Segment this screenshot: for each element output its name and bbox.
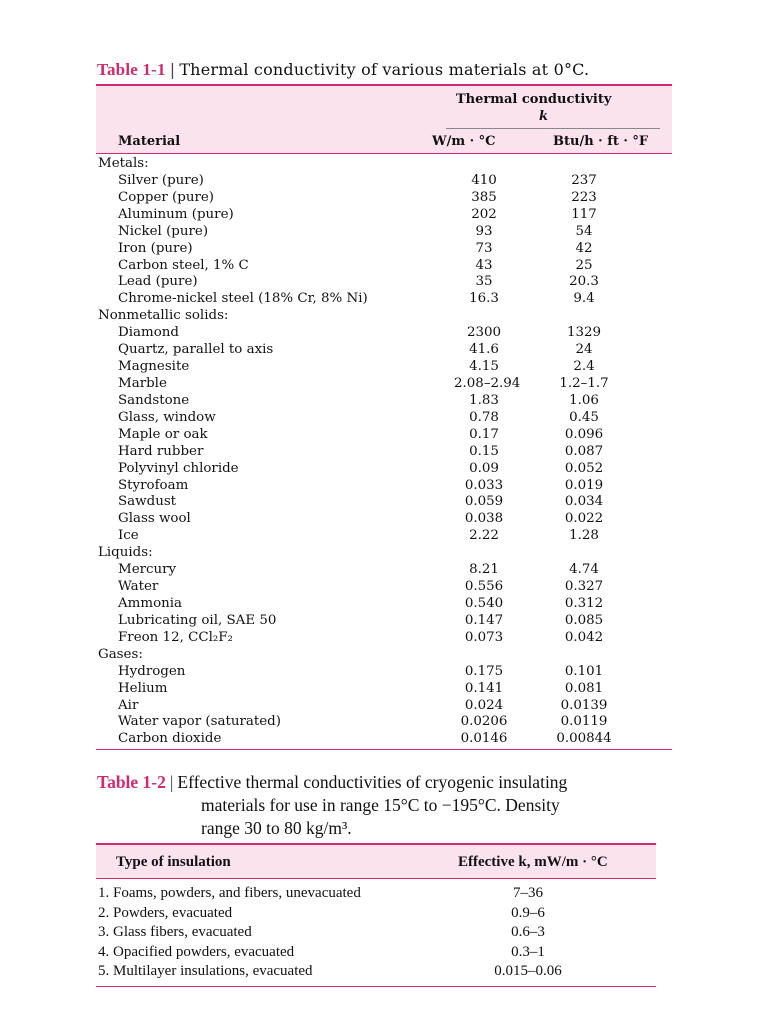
table-row [96, 884, 656, 904]
material-name: Air [118, 697, 139, 713]
value-english: 0.081 [564, 680, 604, 696]
value-si: 0.059 [464, 494, 504, 510]
table1-body [96, 156, 672, 748]
effective-k-value: 0.6–3 [511, 924, 545, 941]
material-name: Helium [118, 680, 168, 696]
value-si: 73 [475, 240, 493, 256]
insulation-type: 2. Powders, evacuated [98, 904, 233, 921]
value-english: 0.101 [564, 663, 604, 679]
value-si: 8.21 [469, 562, 499, 578]
material-name: Sandstone [118, 392, 190, 408]
table-row [96, 630, 672, 647]
value-si: 0.78 [469, 409, 499, 425]
material-name: Polyvinyl chloride [118, 460, 239, 476]
header-material: Material [118, 134, 181, 149]
table-row [96, 681, 672, 698]
value-english: 0.312 [564, 595, 604, 611]
value-english: 1329 [566, 325, 602, 341]
table-row [96, 962, 656, 982]
table-row [96, 207, 672, 224]
value-si: 35 [475, 274, 493, 290]
table2-caption-line-3: range 30 to 80 kg/m³. [201, 818, 352, 838]
material-name: Glass, window [118, 409, 216, 425]
value-si: 0.175 [464, 663, 504, 679]
table-row [96, 190, 672, 207]
table-row [96, 342, 672, 359]
value-si: 41.6 [469, 342, 499, 358]
material-name: Styrofoam [118, 477, 189, 493]
table-row [96, 731, 672, 748]
table-row [96, 444, 672, 461]
table-row [96, 224, 672, 241]
value-si: 0.141 [464, 680, 504, 696]
value-si: 0.09 [469, 460, 499, 476]
table2-body [96, 884, 656, 982]
value-english: 117 [571, 206, 597, 222]
category-label: Nonmetallic solids: [98, 308, 229, 324]
table-row [96, 596, 672, 613]
material-name: Magnesite [118, 359, 190, 375]
value-si: 0.147 [464, 612, 504, 628]
table-row [96, 478, 672, 495]
header-english-units: Btu/h · ft · °F [553, 134, 649, 149]
value-english: 54 [575, 223, 593, 239]
insulation-type: 4. Opacified powders, evacuated [98, 943, 295, 960]
value-si: 2.08–2.94 [454, 375, 521, 391]
value-english: 4.74 [569, 562, 599, 578]
table2-bottom-rule [96, 986, 656, 987]
material-name: Water vapor (saturated) [118, 714, 281, 730]
category-label: Gases: [98, 646, 143, 662]
value-si: 4.15 [469, 359, 499, 375]
table-row [96, 923, 656, 943]
table2-separator: | [169, 772, 174, 792]
material-name: Aluminum (pure) [118, 206, 234, 222]
insulation-type: 3. Glass fibers, evacuated [98, 924, 252, 941]
material-name: Lead (pure) [118, 274, 198, 290]
value-si: 0.038 [464, 511, 504, 527]
effective-k-value: 0.9–6 [511, 904, 545, 921]
value-english: 0.085 [564, 612, 604, 628]
value-si: 0.024 [464, 697, 504, 713]
material-name: Chrome-nickel steel (18% Cr, 8% Ni) [118, 291, 368, 307]
category-label: Liquids: [98, 545, 153, 561]
value-si: 410 [471, 172, 497, 188]
value-english: 0.00844 [556, 731, 612, 747]
value-english: 0.022 [564, 511, 604, 527]
header-group-rule [446, 128, 660, 129]
effective-k-value: 0.015–0.06 [494, 963, 562, 980]
table-row [96, 579, 672, 596]
value-english: 0.327 [564, 579, 604, 595]
table-row [96, 359, 672, 376]
material-name: Quartz, parallel to axis [118, 342, 274, 358]
material-name: Nickel (pure) [118, 223, 209, 239]
value-english: 0.042 [564, 629, 604, 645]
value-si: 0.0146 [460, 731, 508, 747]
table-row [96, 461, 672, 478]
material-name: Hydrogen [118, 663, 186, 679]
category-label: Metals: [98, 156, 149, 171]
material-name: Maple or oak [118, 426, 208, 442]
table1-title: Thermal conductivity of various materials at 0°C. [179, 60, 590, 79]
table-row [96, 714, 672, 731]
material-name: Diamond [118, 325, 179, 341]
table2-label: Table 1-2 [97, 772, 166, 792]
material-name: Carbon steel, 1% C [118, 257, 249, 273]
material-name: Glass wool [118, 511, 191, 527]
material-name: Hard rubber [118, 443, 204, 459]
material-name: Carbon dioxide [118, 731, 222, 747]
value-english: 0.019 [564, 477, 604, 493]
value-english: 0.0139 [560, 697, 608, 713]
value-si: 0.073 [464, 629, 504, 645]
value-si: 0.033 [464, 477, 504, 493]
material-name: Marble [118, 375, 167, 391]
value-si: 1.83 [469, 392, 499, 408]
category-row [96, 308, 672, 325]
value-si: 385 [471, 189, 497, 205]
value-english: 0.0119 [560, 714, 608, 730]
effective-k-value: 7–36 [513, 885, 543, 901]
value-english: 0.087 [564, 443, 604, 459]
value-english: 0.034 [564, 494, 604, 510]
table-row [96, 325, 672, 342]
table-row [96, 664, 672, 681]
value-si: 0.15 [469, 443, 499, 459]
value-english: 2.4 [573, 359, 595, 375]
table-row [96, 241, 672, 258]
category-row [96, 156, 672, 173]
value-english: 20.3 [569, 274, 599, 290]
value-english: 25 [575, 257, 593, 273]
table-row [96, 274, 672, 291]
table-row [96, 528, 672, 545]
value-si: 43 [475, 257, 493, 273]
material-name: Water [118, 579, 159, 595]
material-name: Ice [118, 528, 139, 544]
material-name: Copper (pure) [118, 189, 215, 205]
value-si: 0.556 [464, 579, 504, 595]
value-si: 0.17 [469, 426, 499, 442]
material-name: Freon 12, CCl₂F₂ [118, 629, 233, 645]
material-name: Iron (pure) [118, 240, 193, 256]
table2-header [96, 843, 656, 879]
value-english: 237 [571, 172, 597, 188]
table-row [96, 698, 672, 715]
table1-caption [97, 60, 589, 80]
table-row [96, 904, 656, 924]
value-si: 202 [471, 206, 497, 222]
table-row [96, 562, 672, 579]
table-row [96, 511, 672, 528]
value-si: 2300 [466, 325, 502, 341]
table2-caption [97, 771, 677, 840]
value-english: 0.45 [569, 409, 599, 425]
table-row [96, 291, 672, 308]
value-si: 93 [475, 223, 493, 239]
category-row [96, 647, 672, 664]
value-english: 24 [575, 342, 593, 358]
header-type-of-insulation: Type of insulation [116, 854, 231, 870]
value-english: 9.4 [573, 291, 595, 307]
header-si-units: W/m · °C [432, 134, 496, 149]
value-si: 0.0206 [460, 714, 508, 730]
table-row [96, 376, 672, 393]
value-english: 42 [575, 240, 593, 256]
table-row [96, 613, 672, 630]
material-name: Sawdust [118, 494, 177, 510]
insulation-type: 5. Multilayer insulations, evacuated [98, 963, 313, 980]
material-name: Ammonia [118, 595, 183, 611]
value-si: 0.540 [464, 595, 504, 611]
value-si: 2.22 [469, 528, 499, 544]
header-k-symbol: k [539, 109, 549, 124]
value-english: 223 [571, 189, 597, 205]
table-row [96, 943, 656, 963]
table2-caption-line-2: materials for use in range 15°C to −195°C. Density [201, 795, 560, 815]
material-name: Silver (pure) [118, 172, 204, 188]
insulation-type: 1. Foams, powders, and fibers, unevacuated [98, 885, 361, 901]
material-name: Mercury [118, 562, 177, 578]
value-english: 1.28 [569, 528, 599, 544]
effective-k-value: 0.3–1 [511, 943, 545, 960]
value-english: 0.096 [564, 426, 604, 442]
table-row [96, 173, 672, 190]
table-row [96, 393, 672, 410]
table1-header [96, 84, 672, 154]
header-thermal-conductivity: Thermal conductivity [456, 92, 612, 107]
value-english: 0.052 [564, 460, 604, 476]
table1-separator: | [169, 60, 176, 79]
table-row [96, 410, 672, 427]
value-english: 1.06 [569, 392, 599, 408]
table2-caption-line-1: Effective thermal conductivities of cryogenic insulating [177, 772, 568, 792]
table-row [96, 494, 672, 511]
material-name: Lubricating oil, SAE 50 [118, 612, 277, 628]
header-effective-k: Effective k, mW/m · °C [458, 854, 608, 870]
table1-bottom-rule [96, 749, 672, 750]
table-row [96, 427, 672, 444]
value-si: 16.3 [469, 291, 499, 307]
value-english: 1.2–1.7 [559, 375, 609, 391]
category-row [96, 545, 672, 562]
table1-label: Table 1-1 [97, 60, 166, 79]
table-row [96, 258, 672, 275]
